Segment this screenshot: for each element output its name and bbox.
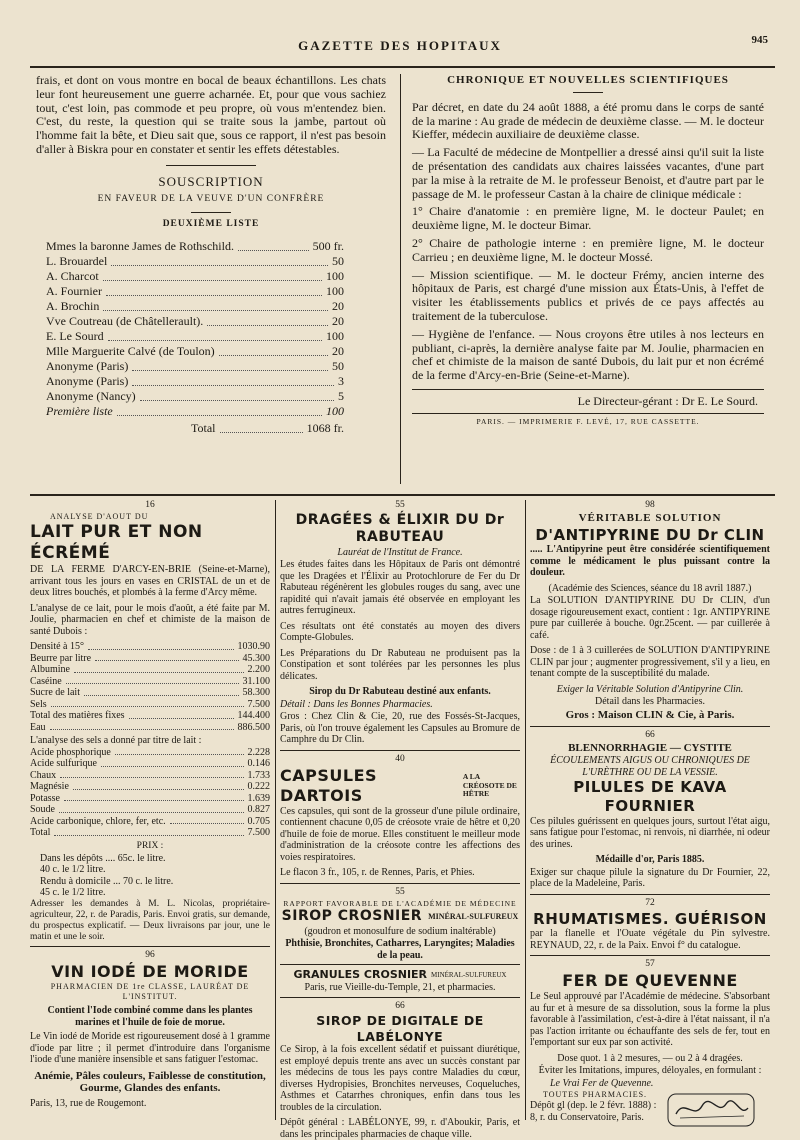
dartois-side: A LA CRÉOSOTE DE HÊTRE xyxy=(462,772,517,798)
subscription-entry-label: A. Charcot xyxy=(46,268,99,283)
ash-analysis-row-value: 1.639 xyxy=(247,792,270,804)
milk-analysis-row-value: 7.500 xyxy=(247,698,270,710)
leader-dots xyxy=(101,758,244,767)
leader-dots xyxy=(117,404,322,416)
divider xyxy=(280,883,520,884)
price-label: PRIX : xyxy=(136,840,164,851)
price-line: Dans les dépôts .... 65c. le litre. xyxy=(40,852,166,864)
rabuteau-text-3: Les Préparations du Dr Rabuteau ne produisent pas la Constipation et sont tolérées par les personnes les plus délicates. xyxy=(280,647,520,682)
subscription-list xyxy=(36,239,386,419)
ash-analysis-row xyxy=(30,770,270,782)
granules-title: GRANULES CROSNIER xyxy=(293,968,428,981)
crosnier-heading xyxy=(280,908,520,926)
crosnier-report: RAPPORT FAVORABLE DE L'ACADÉMIE DE MÉDECINE xyxy=(283,898,517,908)
chronicle-title: CHRONIQUE ET NOUVELLES SCIENTIFIQUES xyxy=(447,74,729,86)
ash-analysis-row-label: Total xyxy=(30,827,51,839)
subscription-entry xyxy=(46,374,344,389)
milk-analysis-row-label: Sucre de lait xyxy=(30,687,80,699)
milk-analysis-row-value: 144.400 xyxy=(237,710,270,722)
divider xyxy=(412,389,764,390)
leader-dots xyxy=(50,722,234,731)
imprint: PARIS. — IMPRIMERIE F. LEVÉ, 17, RUE CASSETTE. xyxy=(476,416,700,426)
milk-analysis-row-value: 2.200 xyxy=(247,664,270,676)
milk-analysis-row xyxy=(30,699,270,711)
subscription-entry-value: 50 xyxy=(332,358,344,373)
quevenne-title: FER DE QUEVENNE xyxy=(562,971,738,991)
total-label: Total xyxy=(191,420,216,435)
leader-dots xyxy=(84,687,239,696)
ash-analysis-row-label: Acide carbonique, chlore, fer, etc. xyxy=(30,815,166,827)
quevenne-formula: Le Vrai Fer de Quevenne. xyxy=(550,1077,654,1089)
divider xyxy=(280,997,520,998)
rabuteau-gros: Gros : Chez Clin & Cie, 20, rue des Fossés-St-Jacques, Paris, où l'on trouve également les Capsules au Bromure de Camphre du Dr Clin. xyxy=(280,711,520,746)
leader-dots xyxy=(238,239,309,251)
total-value: 1068 fr. xyxy=(306,420,344,435)
divider xyxy=(412,413,764,414)
vin-address: Paris, 13, rue de Rougemont. xyxy=(30,1098,147,1110)
ad-number: 55 xyxy=(395,500,405,510)
milk-analysis-row-value: 31.100 xyxy=(242,675,270,687)
subscription-subtitle: EN FAVEUR DE LA VEUVE D'UN CONFRÈRE xyxy=(97,194,325,205)
subscription-entry-value: 100 xyxy=(326,403,344,418)
ash-title: L'analyse des sels a donné par titre de lait : xyxy=(30,735,202,747)
crosnier-text: (goudron et monosulfure de sodium inaltérable) xyxy=(304,925,496,937)
vin-subtitle: PHARMACIEN DE 1re CLASSE, LAURÉAT DE L'INSTITUT. xyxy=(50,982,250,1002)
granules-address: Paris, rue Vieille-du-Temple, 21, et pharmacies. xyxy=(304,981,496,993)
rabuteau-detail: Détail : Dans les Bonnes Pharmacies. xyxy=(280,698,433,710)
milk-analysis-table xyxy=(30,641,270,733)
milk-analysis-row-value: 886.500 xyxy=(237,721,270,733)
list-title: DEUXIÈME LISTE xyxy=(162,218,260,229)
crosnier-side: MINÉRAL-SULFUREUX xyxy=(428,911,519,921)
dartois-title: CAPSULES DARTOIS xyxy=(280,765,378,805)
rabuteau-title: DRAGÉES & ÉLIXIR DU Dr RABUTEAU xyxy=(295,511,505,546)
blennorrhagie-subtitle: ÉCOULEMENTS AIGUS OU CHRONIQUES DE L'URÈTHRE OU DE LA VESSIE. xyxy=(550,755,750,778)
price-line: 40 c. le 1/2 litre. xyxy=(40,864,106,876)
subscription-entry-label: Anonyme (Paris) xyxy=(46,373,129,388)
right-top-column xyxy=(412,74,764,494)
ash-analysis-row-label: Magnésie xyxy=(30,781,69,793)
subscription-entry xyxy=(46,359,344,374)
price-line: 45 c. le 1/2 litre. xyxy=(40,887,106,899)
ash-analysis-row-label: Soude xyxy=(30,804,55,816)
price-line: Rendu à domicile ... 70 c. le litre. xyxy=(40,875,174,887)
milk-analysis-row xyxy=(30,710,270,722)
subscription-entry-label: A. Fournier xyxy=(46,283,102,298)
ad-number: 66 xyxy=(395,1001,405,1012)
milk-analysis-row-label: Sels xyxy=(30,698,47,710)
vin-title: VIN IODÉ DE MORIDE xyxy=(51,962,249,982)
dartois-text: Ces capsules, qui sont de la grosseur d'une pilule ordinaire, contiennent chacune 0,05 de créosote vraie de hêtre et 0,20 d'huile de foie de morue. Elles constituent le meilleur mode d'administration de la créosote contre les affections des voies respiratoires. xyxy=(280,805,520,863)
milk-analysis-row-label: Total des matières fixes xyxy=(30,710,125,722)
ad-column-3 xyxy=(530,500,770,1125)
milk-analysis-row-label: Beurre par litre xyxy=(30,652,92,664)
column-divider xyxy=(400,74,401,484)
leader-dots xyxy=(132,359,328,371)
antipyrine-gros: Gros : Maison CLIN & Cie, à Paris. xyxy=(565,708,735,721)
antipyrine-text-2: La SOLUTION D'ANTIPYRINE DU Dr CLIN, d'un dosage rigoureusement exact, contient : 1gr. ANTIPYRINE pure par cuillerée à bouche. 0gr.25cent. — par cuillerée à café. xyxy=(530,595,770,641)
leader-dots xyxy=(73,781,244,790)
milk-text: DE LA FERME D'ARCY-EN-BRIE (Seine-et-Marne), arrivant tous les jours en vases en CRISTAL de un et de deux litres bouchés, et plombés à la ferme d'Arcy même. xyxy=(30,564,270,599)
subscription-entry-label: Mlle Marguerite Calvé (de Toulon) xyxy=(46,343,215,358)
leader-dots xyxy=(111,254,328,266)
ash-analysis-table xyxy=(30,747,270,839)
chronicle-paragraph: — Mission scientifique. — M. le docteur Frémy, ancien interne des hôpitaux de Paris, est chargé d'une mission aux États-Unis, à l'effet de visiter les établissements publics et privés de ce pays affectés au traitement de la tuberculose. xyxy=(412,267,764,323)
ash-analysis-row xyxy=(30,758,270,770)
milk-analysis-row xyxy=(30,722,270,734)
milk-text-2: L'analyse de ce lait, pour le mois d'août, a été faite par M. Joulie, pharmacien en chef et chimiste de la maison de santé Dubois : xyxy=(30,602,270,637)
leader-dots xyxy=(64,793,244,802)
blennorrhagie-title: BLENNORRHAGIE — CYSTITE xyxy=(568,741,732,754)
ash-analysis-row-label: Potasse xyxy=(30,792,60,804)
price-list xyxy=(30,853,270,899)
antipyrine-pre: VÉRITABLE SOLUTION xyxy=(578,511,722,524)
ad-column-2 xyxy=(280,500,520,1140)
milk-analysis-row-value: 1030.90 xyxy=(237,641,270,653)
divider xyxy=(573,92,603,93)
chronicle-paragraph: — La Faculté de médecine de Montpellier a dressé ainsi qu'il suit la liste de présentation des candidats aux chaires laissées vacantes, d'une part par la mise à la retraite de M. le professeur Benoist, et d'autre part par le passage de M. le professeur Castan à la chaire de clinique médicale : xyxy=(412,145,764,201)
subscription-entry-value: 50 xyxy=(332,253,344,268)
ash-analysis-row-value: 0.146 xyxy=(247,758,270,770)
kava-text: Ces pilules guérissent en quelques jours, surtout l'état aigu, sans fatigue pour l'estomac, ni renvois, ni diarrhée, ni odeur des urines. xyxy=(530,815,770,850)
header-rule xyxy=(30,66,775,68)
ash-analysis-row-value: 0.705 xyxy=(247,815,270,827)
ads-rule xyxy=(30,494,775,496)
subscription-entry-label: Mmes la baronne James de Rothschild. xyxy=(46,238,234,253)
divider xyxy=(191,212,231,213)
milk-analysis-row-label: Densité à 15° xyxy=(30,641,84,653)
quevenne-depot-block xyxy=(530,1090,660,1123)
divider xyxy=(280,750,520,751)
ad-number: 16 xyxy=(145,500,155,510)
subscription-entry-label: L. Brouardel xyxy=(46,253,108,268)
leader-dots xyxy=(51,699,244,708)
ash-analysis-row xyxy=(30,816,270,828)
chronicle-paragraph: 1° Chaire d'anatomie : en première ligne, M. le docteur Paulet; en deuxième ligne, M. le docteur Bimar. xyxy=(412,204,764,233)
subscription-entry-value: 500 fr. xyxy=(312,238,344,253)
kava-medal: Médaille d'or, Paris 1885. xyxy=(595,854,705,866)
ash-analysis-row-label: Acide phosphorique xyxy=(30,746,111,758)
subscription-entry xyxy=(46,329,344,344)
leader-dots xyxy=(220,421,303,433)
rabuteau-text-2: Ces résultats ont été constatés au moyen des divers Compte-Globules. xyxy=(280,620,520,644)
leader-dots xyxy=(115,747,244,756)
leader-dots xyxy=(140,389,334,401)
digitale-text: Ce Sirop, à la fois excellent sédatif et puissant diurétique, est employé depuis trente ans avec un succès constant par les médecins de tous les pays contre Maladies du cœur, diverses Hydropisies, Bronchites nerveuses, Coqueluches, Asthmes et Catarrhes chroniques, enfin dans tous les troubles de la circulation. xyxy=(280,1044,520,1113)
subscription-entry xyxy=(46,344,344,359)
subscription-entry-label: A. Brochin xyxy=(46,298,100,313)
subscription-entry-value: 20 xyxy=(332,298,344,313)
chronicle-paragraph: Par décret, en date du 24 août 1888, a été promu dans le corps de santé de la marine : Au grade de médecin de deuxième classe. — M. le docteur Kieffer, médecin auxiliaire de deuxième classe. xyxy=(412,99,764,142)
milk-address: Adresser les demandes à M. L. Nicolas, propriétaire-agriculteur, 22, r. de Paradis, Paris. Envoi gratis, sur demande, du prospectus explicatif. — Deux livraisons par jour, une le matin et une le soir. xyxy=(30,898,270,942)
ash-analysis-row-label: Chaux xyxy=(30,769,57,781)
milk-headline: LAIT PUR ET NON ÉCRÉMÉ xyxy=(30,521,203,564)
divider xyxy=(30,946,270,947)
dartois-price: Le flacon 3 fr., 105, r. de Rennes, Paris, et Phies. xyxy=(280,867,475,879)
subscription-entry-value: 5 xyxy=(338,388,344,403)
rabuteau-text: Les études faites dans les Hôpitaux de Paris ont démontré que les Dragées et l'Élixir au Protochlorure de Fer du Dr Rabuteau régénèrent les globules rouges du sang, avec une rapidité qui n'avait jamais été observée en employant les autres ferrugineux. xyxy=(280,559,520,617)
antipyrine-ref: (Académie des Sciences, séance du 18 avril 1887.) xyxy=(548,582,752,594)
ash-analysis-row-value: 1.733 xyxy=(247,769,270,781)
subscription-entry xyxy=(46,404,344,419)
ash-analysis-row-value: 2.228 xyxy=(247,746,270,758)
column-divider xyxy=(525,500,526,1120)
ad-number: 98 xyxy=(645,500,655,510)
dartois-heading xyxy=(280,766,520,806)
leader-dots xyxy=(132,374,334,386)
leader-dots xyxy=(108,329,322,341)
subscription-total xyxy=(36,421,386,436)
subscription-entry xyxy=(46,389,344,404)
quevenne-text: Le Seul approuvé par l'Académie de médecine. S'absorbant au fur et à mesure de sa dissolution, sous la forme la plus favorable à l'assimilation, c'est-à-dire à l'état naissant, il n'a pas l'action irritante ou échauffante des sels de fer, tout en l'emportant sur eux par son activité. xyxy=(530,991,770,1049)
quevenne-dose: Dose quot. 1 à 2 mesures, — ou 2 à 4 dragées. xyxy=(557,1052,743,1064)
subscription-entry-value: 100 xyxy=(326,268,344,283)
milk-analysis-row xyxy=(30,687,270,699)
director-signature: Le Directeur-gérant : Dr E. Le Sourd. xyxy=(577,393,758,408)
quevenne-eviter: Éviter les Imitations, impures, déloyales, en formulant : xyxy=(538,1065,762,1077)
quevenne-pharmacies: TOUTES PHARMACIES. xyxy=(542,1090,648,1100)
vin-text: Le Vin iodé de Moride est rigoureusement dosé à 1 gramme d'iode par litre ; il permet d'introduire dans l'organisme l'iode d'une manière insensible et sans fatiguer l'estomac. xyxy=(30,1031,270,1066)
subscription-entry xyxy=(46,284,344,299)
quevenne-footer xyxy=(530,1090,770,1130)
subscription-entry-value: 20 xyxy=(332,343,344,358)
leader-dots xyxy=(60,770,243,779)
leader-dots xyxy=(59,804,244,813)
leader-dots xyxy=(103,299,328,311)
leader-dots xyxy=(170,816,244,825)
leader-dots xyxy=(106,284,322,296)
leader-dots xyxy=(95,653,238,662)
leader-dots xyxy=(129,710,234,719)
subscription-entry-value: 100 xyxy=(326,328,344,343)
leader-dots xyxy=(219,344,328,356)
crosnier-title: SIROP CROSNIER xyxy=(281,908,423,924)
chronicle-paragraph: — Hygiène de l'enfance. — Nous croyons être utiles à nos lecteurs en publiant, ci-après, la dernière analyse faite par M. Joulie, pharmacien en chef et chimiste de la maison de santé Dubois, du lait pur et non écrémé de la ferme d'Arcy-en-Brie (Seine-et-Marne). xyxy=(412,326,764,383)
subscription-entry-label: Vve Coutreau (de Châtellerault). xyxy=(46,313,204,328)
milk-analysis-row-label: Eau xyxy=(30,721,46,733)
column-divider xyxy=(275,500,276,1120)
subscription-title: SOUSCRIPTION xyxy=(158,173,264,189)
quevenne-signature-icon xyxy=(666,1090,756,1130)
milk-analysis-row-label: Albumine xyxy=(30,664,70,676)
divider xyxy=(166,165,256,166)
divider xyxy=(530,726,770,727)
ad-number: 72 xyxy=(645,897,655,908)
rhumatismes-text: par la flanelle et l'Ouate végétale du Pin sylvestre. REYNAUD, 22, r. de la Paix. Envoi f° du catalogue. xyxy=(530,928,770,951)
rhumatismes-title: RHUMATISMES. GUÉRISON xyxy=(533,909,767,928)
milk-analysis-row-label: Caséine xyxy=(30,675,62,687)
page-title: GAZETTE DES HOPITAUX xyxy=(298,38,502,53)
milk-analysis-label: ANALYSE D'AOUT DU xyxy=(50,511,149,521)
subscription-entry-value: 100 xyxy=(326,283,344,298)
ash-analysis-row-value: 0.827 xyxy=(247,804,270,816)
ad-number: 96 xyxy=(145,950,155,961)
continued-paragraph: frais, et dont on vous montre en bocal de beaux échantillons. Les chats leur font heureusement une guerre acharnée. Et, pour que vous sachiez tout, c'est loin, pas commode et peu propre, où vous m'entendez bien. C'est, du reste, la question qui se traite sous la jambe, partout où l'homme fait la bête, et Dieu sait que, sous ce rapport, il n'est pas besoin d'aller à Biskra pour en constater et sentir les effets détestables. xyxy=(36,73,386,156)
milk-analysis-row-value: 45.300 xyxy=(242,652,270,664)
rabuteau-subtitle: Lauréat de l'Institut de France. xyxy=(337,546,463,558)
subscription-entry xyxy=(46,254,344,269)
kava-exiger: Exiger sur chaque pilule la signature du Dr Fournier, 22, place de la Madeleine, Paris. xyxy=(530,866,770,890)
ad-number: 40 xyxy=(395,753,405,764)
rabuteau-sirop: Sirop du Dr Rabuteau destiné aux enfants. xyxy=(309,686,491,698)
granules-side: MINÉRAL-SULFUREUX xyxy=(431,970,507,979)
leader-dots xyxy=(103,269,322,281)
ash-analysis-row xyxy=(30,747,270,759)
kava-title: PILULES DE KAVA FOURNIER xyxy=(573,778,727,815)
running-header xyxy=(0,26,800,56)
milk-analysis-row-value: 58.300 xyxy=(242,687,270,699)
divider xyxy=(530,894,770,895)
quevenne-depot: Dépôt gl (dep. le 2 févr. 1888) : 8, r. du Conservatoire, Paris. xyxy=(530,1100,657,1123)
subscription-entry-label: Anonyme (Paris) xyxy=(46,358,129,373)
leader-dots xyxy=(88,641,234,650)
antipyrine-dose: Dose : de 1 à 3 cuillerées de SOLUTION D'ANTIPYRINE CLIN par jour ; augmenter progressivement, s'il y a lieu, en tenant compte de la susceptibilité du malade. xyxy=(530,645,770,680)
milk-analysis-row xyxy=(30,641,270,653)
ad-column-1 xyxy=(30,500,270,1125)
antipyrine-title: D'ANTIPYRINE DU Dr CLIN xyxy=(535,525,765,544)
subscription-entry xyxy=(46,239,344,254)
ad-number: 66 xyxy=(645,729,655,740)
divider xyxy=(280,964,520,965)
divider xyxy=(530,955,770,956)
chronicle-paragraphs xyxy=(412,101,764,383)
chronicle-paragraph: 2° Chaire de pathologie interne : en première ligne, M. le docteur Carrieu ; en deuxième ligne, M. le docteur Mossé. xyxy=(412,235,764,264)
subscription-entry xyxy=(46,314,344,329)
ash-analysis-row-value: 7.500 xyxy=(247,827,270,839)
leader-dots xyxy=(207,314,328,326)
ash-analysis-row xyxy=(30,793,270,805)
subscription-entry xyxy=(46,269,344,284)
ash-analysis-row xyxy=(30,827,270,839)
subscription-entry-label: Première liste xyxy=(46,403,113,418)
antipyrine-exiger: Exiger la Véritable Solution d'Antipyrine Clin. xyxy=(556,683,744,695)
milk-analysis-row xyxy=(30,653,270,665)
ad-number: 57 xyxy=(645,959,655,970)
subscription-entry-value: 20 xyxy=(332,313,344,328)
ash-analysis-row-label: Acide sulfurique xyxy=(30,758,97,770)
digitale-title: SIROP DE DIGITALE DE LABÉLONYE xyxy=(316,1013,484,1044)
subscription-entry-value: 3 xyxy=(338,373,344,388)
left-top-column xyxy=(36,74,386,494)
granules-heading xyxy=(280,968,520,982)
ash-analysis-row xyxy=(30,781,270,793)
antipyrine-text: ..... L'Antipyrine peut être considérée scientifiquement comme le médicament le plus puissant contre la douleur. xyxy=(530,544,770,579)
vin-headline: Contient l'Iode combiné comme dans les plantes marines et l'huile de foie de morue. xyxy=(47,1005,253,1028)
subscription-entry-label: Anonyme (Nancy) xyxy=(46,388,136,403)
milk-analysis-row xyxy=(30,664,270,676)
antipyrine-detail: Détail dans les Pharmacies. xyxy=(595,696,705,708)
crosnier-uses: Phthisie, Bronchites, Catharres, Laryngites; Maladies de la peau. xyxy=(285,938,515,961)
leader-dots xyxy=(66,676,239,685)
subscription-entry-label: E. Le Sourd xyxy=(46,328,104,343)
ash-analysis-row xyxy=(30,804,270,816)
leader-dots xyxy=(54,827,243,836)
ad-number: 55 xyxy=(395,886,405,897)
subscription-entry xyxy=(46,299,344,314)
leader-dots xyxy=(74,664,244,673)
digitale-address: Dépôt général : LABÉLONYE, 99, r. d'Aboukir, Paris, et dans les principales pharmacies de chaque ville. xyxy=(280,1117,520,1140)
page-number: 945 xyxy=(751,34,768,46)
milk-analysis-row xyxy=(30,676,270,688)
vin-uses: Anémie, Pâles couleurs, Faiblesse de constitution, Gourme, Glandes des enfants. xyxy=(34,1069,266,1095)
ash-analysis-row-value: 0.222 xyxy=(247,781,270,793)
